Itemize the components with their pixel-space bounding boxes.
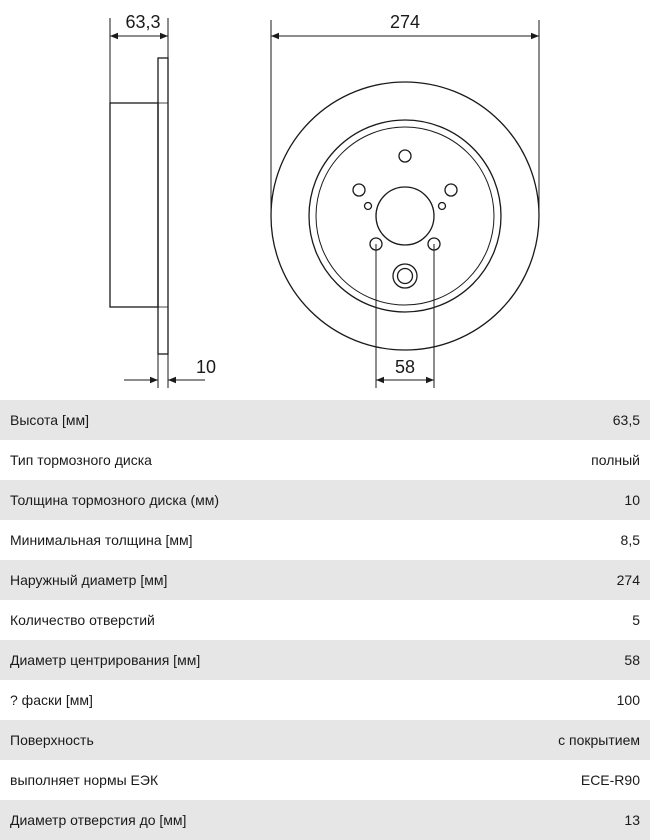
- hat-inner-circle: [316, 127, 494, 305]
- brake-disc-drawing: [0, 0, 650, 400]
- spec-value: 10: [624, 492, 640, 508]
- side-view: [110, 58, 168, 354]
- spec-row-surface: [0, 720, 650, 760]
- spec-table: [0, 400, 650, 840]
- spec-row-chamfer: [0, 680, 650, 720]
- spec-label: выполняет нормы ЕЭК: [10, 772, 159, 788]
- spec-row-ece-norm: [0, 760, 650, 800]
- outer-diameter-label: 274: [389, 12, 421, 32]
- thickness-dimension-label: 10: [195, 357, 217, 377]
- spec-label: Диаметр отверстия до [мм]: [10, 812, 187, 828]
- spec-label: Наружный диаметр [мм]: [10, 572, 168, 588]
- spec-row-thickness: [0, 480, 650, 520]
- spec-row-disc-type: [0, 440, 650, 480]
- bolt-hole-3: [445, 184, 457, 196]
- spec-row-outer-diameter: [0, 560, 650, 600]
- fixing-hole-left: [365, 203, 372, 210]
- spec-value: 274: [616, 572, 640, 588]
- bolt-hole-1: [399, 150, 411, 162]
- spec-row-min-thickness: [0, 520, 650, 560]
- spec-value: 100: [616, 692, 640, 708]
- spec-label: Тип тормозного диска: [10, 452, 152, 468]
- spec-value: с покрытием: [558, 732, 640, 748]
- spec-value: 63,5: [612, 412, 640, 428]
- thickness-dimension: [124, 354, 205, 388]
- spec-value: полный: [591, 452, 640, 468]
- outer-rim-circle: [271, 82, 539, 350]
- spec-label: Толщина тормозного диска (мм): [10, 492, 220, 508]
- lug-hole-inner: [398, 269, 413, 284]
- spec-label: Количество отверстий: [10, 612, 155, 628]
- lug-hole-outer: [393, 264, 417, 288]
- spec-row-bolt-hole-diameter: [0, 800, 650, 840]
- height-dimension-label: 63,3: [125, 12, 161, 32]
- spec-value: 58: [624, 652, 640, 668]
- spec-row-height: [0, 400, 650, 440]
- spec-value: 8,5: [620, 532, 640, 548]
- spec-label: ? фаски [мм]: [10, 692, 93, 708]
- bolt-hole-2: [353, 184, 365, 196]
- spec-value: 5: [632, 612, 640, 628]
- spec-label: Поверхность: [10, 732, 94, 748]
- side-view-hat: [110, 103, 158, 307]
- spec-row-hole-count: [0, 600, 650, 640]
- front-view: [271, 82, 539, 350]
- spec-row-centering-diameter: [0, 640, 650, 680]
- spec-label: Минимальная толщина [мм]: [10, 532, 193, 548]
- spec-label: Высота [мм]: [10, 412, 89, 428]
- spec-value: 13: [624, 812, 640, 828]
- spec-label: Диаметр центрирования [мм]: [10, 652, 201, 668]
- center-bore-circle: [376, 187, 434, 245]
- side-view-ring: [158, 58, 168, 354]
- spec-value: ECE-R90: [580, 772, 640, 788]
- fixing-hole-right: [439, 203, 446, 210]
- centering-dimension-label: 58: [394, 357, 416, 377]
